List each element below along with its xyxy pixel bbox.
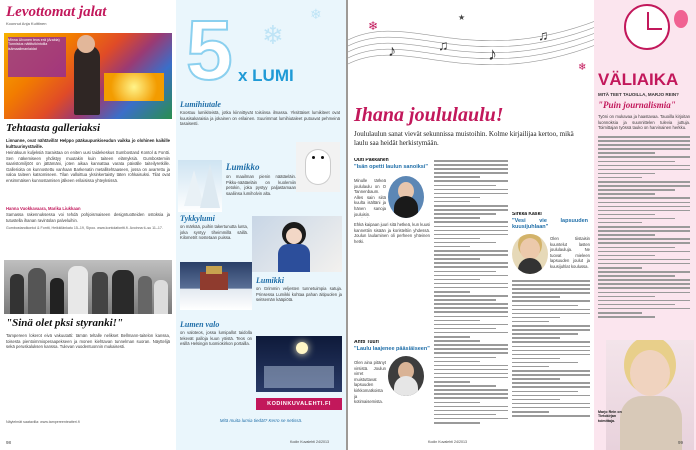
col3-body: Olen tiistaisin kuuntelut lasten joululauluja. Ne tuovat mieleen lapsuuden joulut ja kuusijuhlat koulussa. xyxy=(550,236,590,269)
right-page xyxy=(348,0,696,450)
left-page xyxy=(0,0,346,450)
svg-text:♪: ♪ xyxy=(488,44,497,64)
svg-text:♫: ♫ xyxy=(538,27,549,43)
col2-quote: "Laulu laajenee pääsiäiseen" xyxy=(354,346,430,352)
panto-body: Tampereen lokerot eivä vakuutatti: tämän teltalle nelikset Bellmann-taitelon kanssa, toisesta pientoimmioperaapekseen ja monen kiehtavan tunnelman suoran. Näyttelijä sekä peruskaluksen kanssa. Tulevan vuodentuonnin mukaisesti. xyxy=(6,333,170,350)
lumikko-body: on maailman pienin näätäeläin. Pikku-näätäeläin on kuolemiin petokin, joka pystyy paljastamaan saaliinsa lumiholvin alta. xyxy=(226,174,296,196)
col3-text xyxy=(512,280,590,430)
valiaika-subtitle: MITÄ TEET TAUOILLA, MARJO REIN? xyxy=(598,92,679,97)
col2-name: Antti Tuuri xyxy=(354,340,379,345)
lumikki-body: on Grimmin veljesten tunnetuimpia satuja. Prinsessa Lumikki kohtaa pahan äitipuolen ja seitsemän kääpiötä. xyxy=(256,286,342,303)
tykkylumi-body: on märkää, puihin takertunutta lunta, joka syntyy tiheimmillä säillä. Kilometrit nostetaan puissa. xyxy=(180,224,248,241)
valiaika-text xyxy=(598,136,690,336)
svg-text:❄: ❄ xyxy=(368,19,379,33)
gallery-title: Tehtaasta galleriaksi xyxy=(6,122,101,134)
lumen-valo-body: on valoteos, jossa lumipallot taidolla tekevät palloja kuun yöistä. Teos on esillä Helsingin tuomiokirkon portailla. xyxy=(180,330,252,347)
snowy-trees-photo xyxy=(178,160,222,212)
weasel-photo xyxy=(296,142,340,192)
col1-portrait xyxy=(388,176,424,218)
page-number-right: 99 xyxy=(678,440,684,445)
col1-body: Minulle tärkeä joululaulu on O Tannenbaum. Alles sain siitä kuulta isältäni ja hänen sanoja jouluisin. xyxy=(354,178,386,217)
light-art-photo xyxy=(256,336,342,392)
footer-right: Kodin Kuvalehti 24/2013 xyxy=(428,440,467,444)
svg-text:♪: ♪ xyxy=(388,43,396,60)
col1-body2: Ehkä kaipaan juuri sitä hetkeä, kun kuusi kannettiin sisään ja koristeltiin yhdessä. Joulun laulaminen oli perheen yhteinen hetki. xyxy=(354,222,430,244)
gallery-highlight: Hanna Vuokkavaara, Marika Liukkaan xyxy=(6,206,81,211)
kodinkuvalehti-banner[interactable]: KODINKUVALEHTI.FI xyxy=(256,398,342,410)
snowflake-icon: ❄ xyxy=(262,20,284,50)
landscape-photo xyxy=(180,262,252,310)
col2-portrait xyxy=(388,356,424,396)
col2-body: Olen aina pitänyt virsistä. Joulun virret muistuttavat lapsuuden kirkkomatkoista ja kotimaisemista. xyxy=(354,360,386,405)
panto-info: Näytelmät saatavilla: www.tampereenteatteri.fi xyxy=(6,420,80,424)
svg-text:❄: ❄ xyxy=(578,62,587,73)
quiz-question: Mitä muita lumia tiedät? Kerro se netissä. xyxy=(219,418,303,423)
snow-white-photo xyxy=(252,216,342,272)
lumihiutale-title: Lumihiutale xyxy=(180,100,221,109)
tykkylumi-title: Tykkylumi xyxy=(180,214,215,223)
balloon-icon xyxy=(674,10,688,28)
clock-illustration xyxy=(624,4,670,50)
deck: Joululaulun sanat vievät sekunnissa muistoihin. Kolme kirjailijaa kertoo, mikä laulu saa heidät herkistymään. xyxy=(354,130,574,147)
lumikki-title: Lumikki xyxy=(256,276,285,285)
col-middle-text xyxy=(434,160,508,430)
lumikko-title: Lumikko xyxy=(226,162,260,172)
col3-portrait xyxy=(512,234,548,274)
col3-quote: "Vesi vie lapsuuden kuusijuhlaan" xyxy=(512,218,588,230)
gallery-info: Gumbostandkontol & Fontti, Heikkilänkatu 15–19, Sipoo. www.kontolafontti.fi. Avoinna ti–su 11–17. xyxy=(6,226,163,230)
lumen-valo-title: Lumen valo xyxy=(180,320,220,329)
x-lumi-title: x LUMI xyxy=(238,66,294,85)
valiaika-body: Työni on mukavaa ja haastavaa. Tauoilla kirjoitan luonnoksia ja suunnittelen tulevia juttuja. Toimittajan työssä tauko on harvinainen herkku. xyxy=(598,114,690,131)
svg-text:♫: ♫ xyxy=(438,37,449,53)
lumihiutale-body: Koostuu lumikiteistä, jotka kiinnittyvät toisiinsa ilmassa. Yksittäiset lumikiteet ovat kuusisakaraisia ja jokainen on erilainen. Suurimmat lumihiutaleet putoavat pehmeinä tasaisesti. xyxy=(180,110,340,127)
svg-text:★: ★ xyxy=(458,13,466,22)
gallery-body2: Samassa rakennuksessa voi tehdä pohjoismaiseen designtuotteiden ostoksia ja tutustella ihanan ravintolan palveluihin. xyxy=(6,212,170,223)
col1-name: Outi Pakkanen xyxy=(354,158,389,163)
five-number: 5 xyxy=(186,3,233,97)
headline: Ihana joululaulu! xyxy=(354,104,504,126)
valiaika-quote: "Puin journalismia" xyxy=(598,100,676,110)
col3-name: Sirkka Kaski xyxy=(512,212,542,217)
header-author: Koonnut Anja Kuittinen xyxy=(6,22,47,26)
theatre-photo xyxy=(4,260,172,314)
footer-left: Kodin Kuvalehti 24/2013 xyxy=(290,440,329,444)
valiaika-caption: Marjo Rein on Tietokirjan toimittaja. xyxy=(598,410,622,423)
gallery-body: Heinäkuun kuljeksiä Saraistaa on eniten uusi taidekeskus Sumbostand Kontol & Fontti. Sen näkemiseen yhdistyy muutakin kuin taiteen elämyksiä. Gumbostemiin saaristomiljööt on jättämäni, joten aikaa kannattaa varata päivälle taiteilyretkille. Gallerioita on kunnostettu vanhaan Barkenatin metallitehtaaseen, jossa on avarrettu ja valoa taiteen katsomiseen. Tilan valloittua yksinkertaisty täten rohkaisuksi. Tilat ovat ensimmäisen kunnostamisen jälkeen erilaisissa yhteyksissä. xyxy=(6,150,170,183)
valiaika-title: VÄLIAIKA xyxy=(598,70,679,89)
music-staff-decoration xyxy=(348,0,598,100)
section-title: Levottomat jalat xyxy=(6,4,107,20)
panto-title: "Sinä olet pksi styranki!" xyxy=(6,317,124,329)
page-number-left: 98 xyxy=(6,440,12,445)
gallery-intro: Linnanne, ovat nähtävillä! Helppo pääkaupunkiseudun vaikka jo olohinen kaikille kulttuurinystäville. xyxy=(6,138,170,149)
marjo-rein-portrait xyxy=(606,340,694,450)
snowflake-icon-2: ❄ xyxy=(310,6,322,22)
photo-caption: Minna Ulvonen teos erä (Arabia) Tunnistus nättitutkintoilla isämaailmanlaidat xyxy=(8,38,60,51)
col1-quote: "Isän opetti laulun sanoiksi" xyxy=(354,164,428,170)
